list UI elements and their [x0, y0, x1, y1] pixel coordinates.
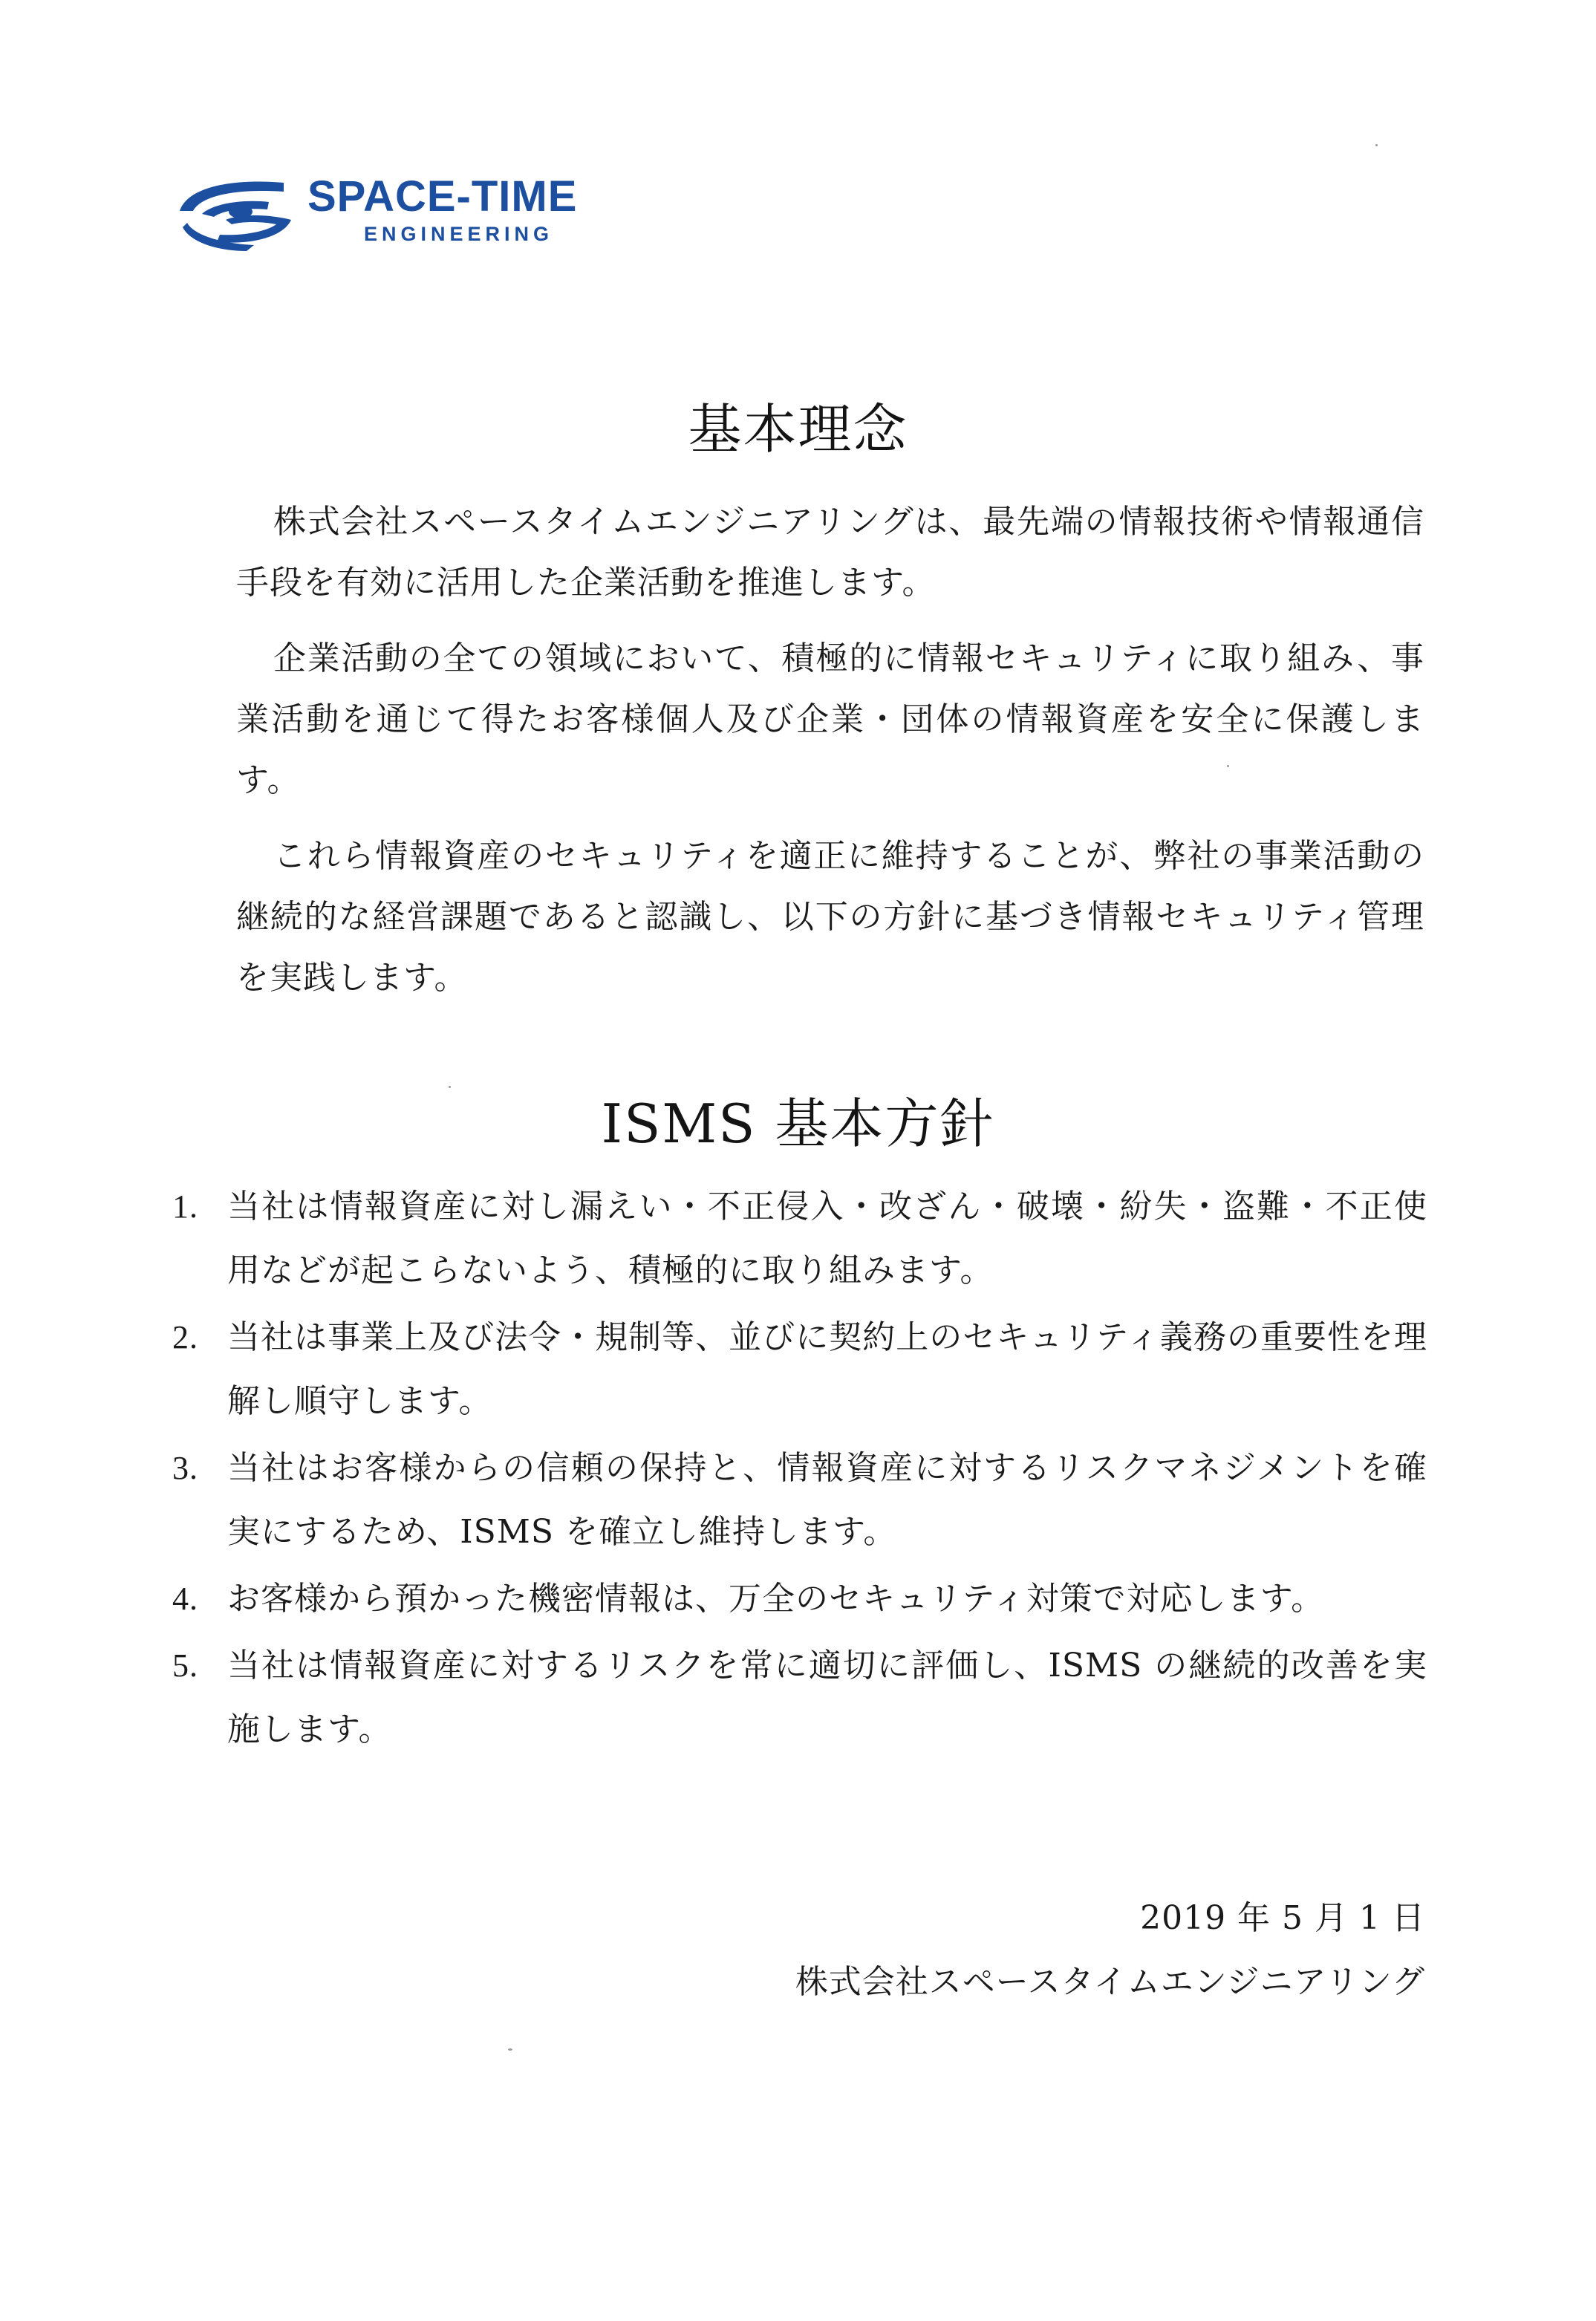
policy-list: [172, 1175, 1427, 1765]
policy-item: [172, 1634, 1427, 1762]
scan-speck: [508, 2048, 512, 2051]
philosophy-paragraph: 企業活動の全ての領域において、積極的に情報セキュリティに取り組み、事業活動を通じて得たお客様個人及び企業・団体の情報資産を安全に保護します。: [236, 639, 1424, 799]
signature-block: [795, 1887, 1425, 2014]
policy-number: 3.: [172, 1450, 198, 1486]
company-logo: [172, 165, 633, 254]
svg-text:SPACE-TIME: SPACE-TIME: [307, 172, 578, 221]
policy-number: 5.: [172, 1647, 198, 1684]
policy-number: 1.: [172, 1188, 198, 1225]
policy-text: お客様から預かった機密情報は、万全のセキュリティ対策で対応します。: [227, 1580, 1325, 1618]
scan-speck: [1227, 765, 1229, 767]
policy-number: 2.: [172, 1319, 198, 1355]
policy-text: 当社は情報資産に対し漏えい・不正侵入・改ざん・破壊・紛失・盗難・不正使用などが起こらないよう、積極的に取り組みます。: [227, 1188, 1427, 1289]
scan-speck: [1375, 144, 1378, 146]
space-time-logo-icon: [172, 165, 633, 254]
scan-speck: [449, 1086, 451, 1088]
policy-item: [172, 1436, 1427, 1564]
philosophy-title: 基本理念: [688, 398, 908, 460]
policy-text: 当社は情報資産に対するリスクを常に適切に評価し、ISMS の継続的改善を実施します。: [227, 1647, 1427, 1748]
policy-text: 当社はお客様からの信頼の保持と、情報資産に対するリスクマネジメントを確実にするため、ISMS を確立し維持します。: [227, 1449, 1427, 1551]
issue-date: 2019 年 5 月 1 日: [1140, 1899, 1425, 1937]
policy-title: ISMS 基本方針: [601, 1093, 995, 1155]
policy-item: [172, 1175, 1427, 1303]
philosophy-paragraph: 株式会社スペースタイムエンジニアリングは、最先端の情報技術や情報通信手段を有効に活用した企業活動を推進します。: [236, 503, 1424, 602]
company-name: 株式会社スペースタイムエンジニアリング: [795, 1963, 1425, 2001]
policy-item: [172, 1567, 1427, 1631]
philosophy-body: [236, 492, 1424, 1023]
svg-text:ENGINEERING: ENGINEERING: [364, 223, 554, 245]
policy-item: [172, 1306, 1427, 1433]
policy-number: 4.: [172, 1581, 198, 1617]
philosophy-paragraph: これら情報資産のセキュリティを適正に維持することが、弊社の事業活動の継続的な経営課題であると認識し、以下の方針に基づき情報セキュリティ管理を実践します。: [236, 837, 1424, 997]
policy-text: 当社は事業上及び法令・規制等、並びに契約上のセキュリティ義務の重要性を理解し順守します。: [227, 1318, 1427, 1420]
